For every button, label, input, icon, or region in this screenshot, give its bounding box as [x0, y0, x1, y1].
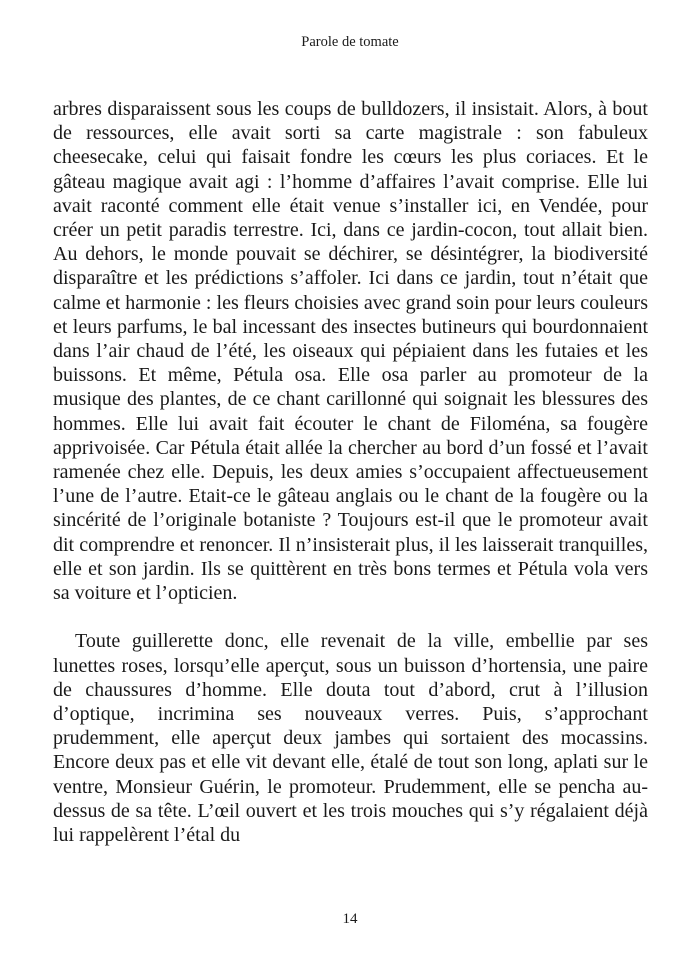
- page-body: [53, 97, 648, 847]
- running-header-title: Parole de tomate: [301, 34, 399, 50]
- paragraph-continued: arbres disparaissent sous les coups de bulldozers, il insistait. Alors, à bout de ressources, elle avait sorti sa carte magistrale : son fabuleux cheesecake, celui qui faisait fondre les cœurs les plus coriaces. Et le gâteau magique avait agi : l’homme d’affaires l’avait comprise. Elle lui avait raconté comment elle était venue s’installer ici, en Vendée, pour créer un petit paradis terrestre. Ici, dans ce jardin-cocon, tout allait bien. Au dehors, le monde pouvait se déchirer, se désintégrer, la biodiversité disparaître et les prédictions s’affoler. Ici dans ce jardin, tout n’était que calme et harmonie : les fleurs choisies avec grand soin pour leurs couleurs et leurs parfums, le bal incessant des insectes butineurs qui bourdonnaient dans l’air chaud de l’été, les oiseaux qui pépiaient dans les futaies et les buissons. Et même, Pétula osa. Elle osa parler au promoteur de la musique des plantes, de ce chant carillonné qui soignait les blessures des hommes. Elle lui avait fait écouter le chant de Filoména, sa fougère apprivoisée. Car Pétula était allée la chercher au bord d’un fossé et l’avait ramenée chez elle. Depuis, les deux amies s’occupaient affectueusement l’une de l’autre. Etait-ce le gâteau anglais ou le chant de la fougère ou la sincérité de l’originale botaniste ? Toujours est-il que le promoteur avait dit comprendre et renoncer. Il n’insisterait plus, il les laisserait tranquilles, elle et son jardin. Ils se quittèrent en très bons termes et Pétula vola vers sa voiture et l’opticien.: [53, 98, 648, 605]
- paragraph: Toute guillerette donc, elle revenait de la ville, embellie par ses lunettes roses, lorsqu’elle aperçut, sous un buisson d’hortensia, une paire de chaussures d’homme. Elle douta tout d’abord, crut à l’illusion d’optique, incrimina ses nouveaux verres. Puis, s’approchant prudemment, elle aperçut deux jambes qui sortaient des mocassins. Encore deux pas et elle vit devant elle, étalé de tout son long, aplati sur le ventre, Monsieur Guérin, le promoteur. Prudemment, elle se pencha au-dessus de sa tête. L’œil ouvert et les trois mouches qui s’y régalaient déjà lui rappelèrent l’étal du: [53, 630, 648, 847]
- page-number: 14: [342, 911, 358, 927]
